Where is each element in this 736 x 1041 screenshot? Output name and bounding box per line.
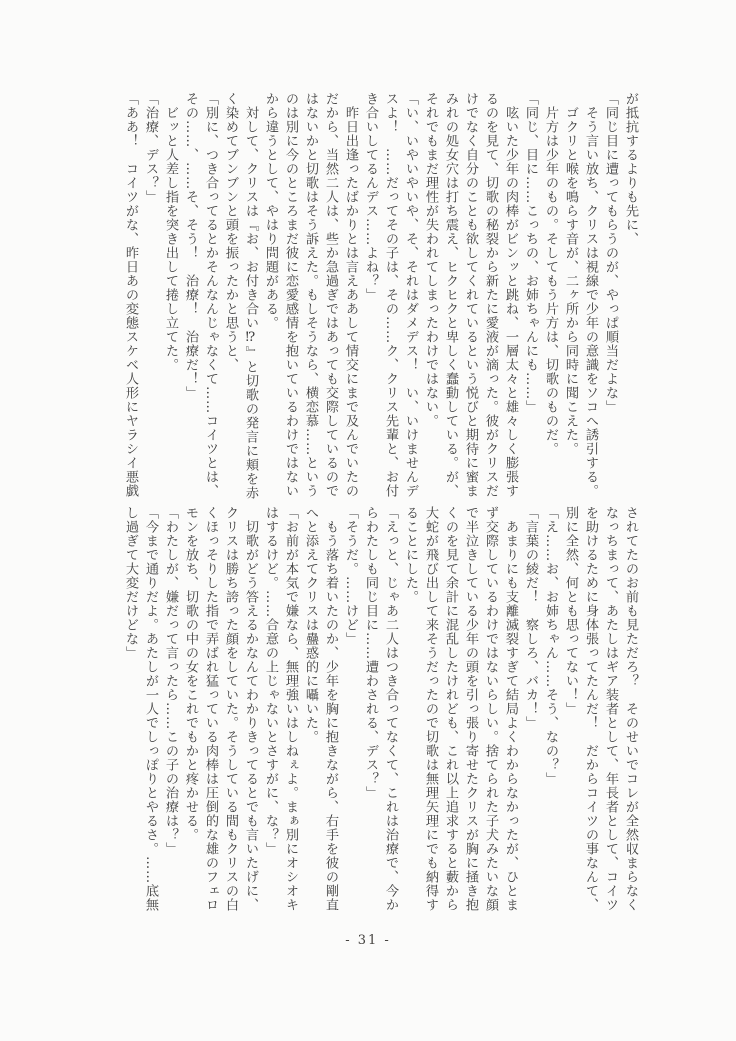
- text-line: けでなく自分のことも欲してくれているという悦びと期待に蜜ま: [463, 92, 478, 498]
- text-line: 「別に、つき合ってるとかそんなんじゃなくて……コイツとは、: [203, 92, 218, 498]
- text-line: 「い、いやいやいや、そ、それはダメデス！ い、いけませんデ: [403, 92, 418, 498]
- text-line: 別に全然、何とも思ってない！」: [563, 506, 578, 716]
- text-line: 「え……お、お姉ちゃん……そう、なの？」: [543, 506, 558, 786]
- text-line: 「今まで通りだよ。あたしが一人でしっぽりとやるさ。……底無: [143, 506, 158, 912]
- text-line: 「言葉の綾だ！ 察しろ、バカ！」: [523, 506, 538, 730]
- text-line: のは別に今のところまだ彼に恋愛感情を抱いているわけではない: [283, 92, 298, 498]
- text-line: クリスは勝ち誇った顔をしていた。そうしている間もクリスの白: [223, 506, 238, 912]
- text-line: が抵抗するよりも先に、: [623, 92, 638, 246]
- text-line: し過ぎて大変だけどな」: [123, 506, 138, 660]
- text-line: モンを放ち、切歌の中の女をこれでもかと疼かせる。: [183, 506, 198, 842]
- text-line: くのを見て余計に混乱したけれども、これ以上追求すると藪から: [443, 506, 458, 912]
- text-line: 対して、クリスは『お、お付き合い⁉』と切歌の発言に頬を赤: [243, 92, 258, 500]
- text-line: ビッと人差し指を突き出して捲し立てた。: [163, 92, 178, 372]
- text-line: もう落ち着いたのか、少年を胸に抱きながら、右手を彼の剛直: [323, 506, 338, 912]
- text-line: スよ！ ……だってその子は、その……ク、クリス先輩と、お付: [383, 92, 398, 498]
- text-line: 「えっと、じゃあ二人はつき合ってなくて、これは治療で、今か: [383, 506, 398, 912]
- text-line: で半泣きしている少年の頭を引っ張り寄せたクリスが胸に掻き抱: [463, 506, 478, 912]
- text-line: みれの処女穴は打ち震え、ヒクヒクと卑しく蠢動している。が、: [443, 92, 458, 498]
- text-line: ず交際しているわけではないらしい。捨てられた子犬みたいな顔: [483, 506, 498, 912]
- text-line: 「わたしが、嫌だって言ったら……この子の治療は？」: [163, 506, 178, 856]
- text-line: 「ああ！ コイツがな、昨日あの変態スケベ人形にヤラシイ悪戯: [123, 92, 138, 498]
- text-line: ることにした。: [403, 506, 418, 604]
- text-line: 片方は少年のもの。そしてもう片方は、切歌のものだ。: [543, 92, 558, 456]
- page-number: - 31 -: [345, 933, 391, 948]
- text-line: だから、当然二人は、些か急過ぎではあっても交際しているので: [323, 92, 338, 498]
- text-line: はするけど。……合意の上じゃないとさすがに、な？」: [263, 506, 278, 856]
- text-block-top: [120, 92, 640, 498]
- text-line: るのを見て、切歌の秘裂から新たに愛液が滴った。彼がクリスだ: [483, 92, 498, 498]
- text-line: そう言い放ち、クリスは視線で少年の意識をソコへ誘引する。: [583, 92, 598, 498]
- text-line: 「治療、デス？」: [143, 92, 158, 204]
- text-line: 「お前が本気で嫌なら、無理強いはしねぇよ。まぁ別にオシオキ: [283, 506, 298, 912]
- text-line: されてたのお前も見ただろ？ そのせいでコレが全然収まらなく: [623, 506, 638, 912]
- text-block-bottom: [116, 506, 640, 912]
- text-line: それでもまだ理性が失われてしまったわけではない。: [423, 92, 438, 428]
- text-line: 呟いた少年の肉棒がビンッと跳ね、一層太々と雄々しく膨張す: [503, 92, 518, 498]
- text-line: く染めてブンブンと頭を振ったかと思うと、: [223, 92, 238, 372]
- text-line: はないかと切歌はそう訴えた。もしそうなら、横恋慕……という: [303, 92, 318, 498]
- text-line: 「同じ目に遭ってもらうのが、やっぱ順当だよな」: [603, 92, 618, 414]
- text-line: 「同じ、目に……こっちの、お姉ちゃんにも……」: [523, 92, 538, 414]
- text-line: あまりにも支離滅裂すぎて結局よくわからなかったが、ひとま: [503, 506, 518, 912]
- text-line: 「そうだ。……けど」: [343, 506, 358, 646]
- text-line: き合いしてるんデス……よね？」: [363, 92, 378, 302]
- text-line: くほっそりした指で弄ばれ猛っている肉棒は圧倒的な雄のフェロ: [203, 506, 218, 912]
- text-line: へと添えてクリスは蠱惑的に囁いた。: [303, 506, 318, 744]
- text-line: ゴクリと喉を鳴らす音が、二ヶ所から同時に聞こえた。: [563, 92, 578, 456]
- text-line: 大蛇が飛び出して来そうだったので切歌は無理矢理にでも納得す: [423, 506, 438, 912]
- text-line: を助けるために身体張ってたんだ！ だからコイツの事なんて、: [583, 506, 598, 912]
- text-line: らわたしも同じ目に……遭わされる、デス？」: [363, 506, 378, 800]
- text-line: 切歌がどう答えるかなんてわかりきってるとでも言いたげに、: [243, 506, 258, 912]
- text-line: から違うとして、やはり問題がある。: [263, 92, 278, 330]
- text-line: 昨日出逢ったばかりとは言えああして情交にまで及んでいたの: [343, 92, 358, 498]
- text-line: その……、……そ、そう！ 治療！ 治療だ！」: [183, 92, 198, 400]
- text-line: なっちまって、あたしはギア装者として、年長者として、コイツ: [603, 506, 618, 912]
